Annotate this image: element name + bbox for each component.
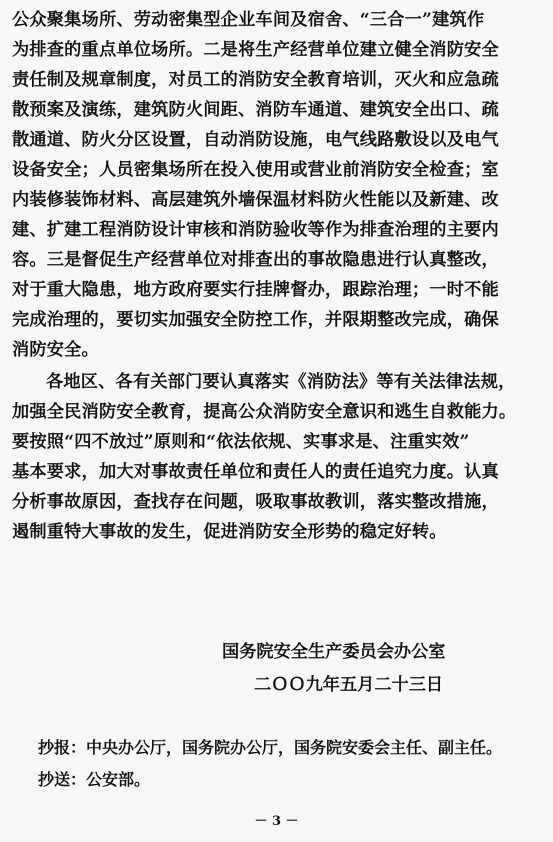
- report-to-line: 抄报：中央办公厅，国务院办公厅，国务院安委会主任、副主任。: [38, 738, 503, 757]
- paragraph-line: 责任制及规章制度，对员工的消防安全教育培训，灭火和应急疏: [12, 70, 499, 90]
- paragraph-line: 设备安全；人员密集场所在投入使用或营业前消防安全检查；室: [12, 160, 499, 180]
- issue-date: 二ＯＯ九年五月二十三日: [254, 675, 444, 695]
- paragraph-line: 对于重大隐患，地方政府要实行挂牌督办，跟踪治理；一时不能: [12, 280, 499, 300]
- paragraph-line: 基本要求，加大对事故责任单位和责任人的责任追究力度。认真: [12, 462, 499, 482]
- page-number: － 3 －: [254, 814, 299, 829]
- send-to-line: 抄送：公安部。: [38, 770, 151, 789]
- paragraph-line: 散预案及演练，建筑防火间距、消防车通道、建筑安全出口、疏: [12, 100, 499, 120]
- paragraph-line: 容。三是督促生产经营单位对排查出的事故隐患进行认真整改，: [12, 250, 499, 270]
- paragraph-line: 遏制重特大事故的发生，促进消防安全形势的稳定好转。: [12, 522, 447, 542]
- paragraph-line: 建、扩建工程消防设计审核和消防验收等作为排查治理的主要内: [12, 220, 499, 240]
- paragraph-line: 完成治理的，要切实加强安全防控工作，并限期整改完成，确保: [12, 310, 499, 330]
- paragraph-line: 各地区、各有关部门要认真落实《消防法》等有关法律法规，: [46, 372, 516, 392]
- paragraph-line: 消防安全。: [12, 340, 99, 360]
- paragraph-line: 内装修装饰材料、高层建筑外墙保温材料防火性能以及新建、改: [12, 190, 499, 210]
- paragraph-line: 公众聚集场所、劳动密集型企业车间及宿舍、“三合一”建筑作: [12, 10, 485, 30]
- paragraph-line: 散通道、防火分区设置，自动消防设施，电气线路敷设以及电气: [12, 130, 499, 150]
- paragraph-line: 为排查的重点单位场所。二是将生产经营单位建立健全消防安全: [12, 40, 499, 60]
- paragraph-line: 分析事故原因，查找存在问题，吸取事故教训，落实整改措施，: [12, 492, 499, 512]
- paragraph-line: 加强全民消防安全教育，提高公众消防安全意识和逃生自救能力。: [12, 402, 517, 422]
- paragraph-line: 要按照“四不放过”原则和“依法依规、实事求是、注重实效”: [12, 432, 470, 452]
- issuer-signature: 国务院安全生产委员会办公室: [222, 642, 446, 662]
